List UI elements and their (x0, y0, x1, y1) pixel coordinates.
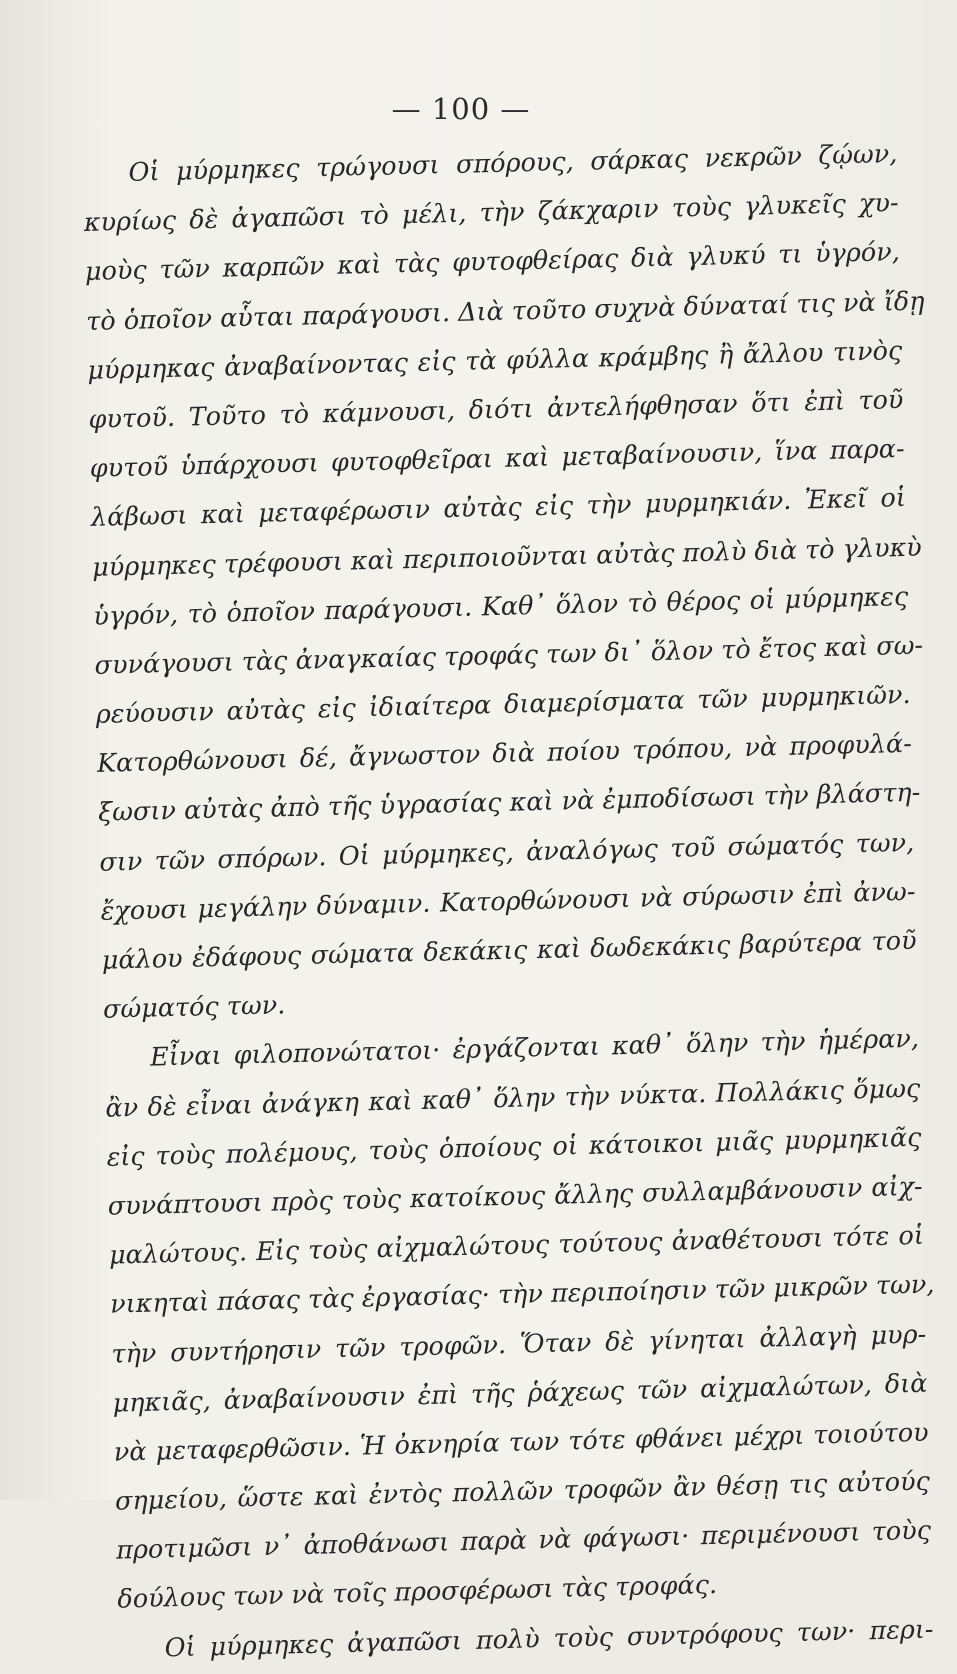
text-line: συνάγουσι τὰς ἀναγκαίας τροφάς των δι᾽ ὅλον τὸ ἔτος καὶ σω- (94, 630, 924, 681)
text-line: κυρίως δὲ ἀγαπῶσι τὸ μέλι, τὴν ζάκχαριν τοὺς γλυκεῖς χυ- (83, 188, 899, 239)
text-line: μοὺς τῶν καρπῶν καὶ τὰς φυτοφθείρας διὰ γλυκύ τι ὑγρόν, (84, 237, 901, 288)
text-line: ἔχουσι μεγάλην δύναμιν. Κατορθώνουσι νὰ σύρωσιν ἐπὶ ἀνω- (100, 876, 916, 927)
text-line: μύρμηκες τρέφουσι καὶ περιποιοῦνται αὐτὰς πολὺ διὰ τὸ γλυκὺ (91, 532, 923, 583)
text-line: νικηταὶ πάσας τὰς ἐργασίας· τὴν περιποίησιν τῶν μικρῶν των, (109, 1269, 935, 1320)
text-line: Εἶναι φιλοπονώτατοι· ἐργάζονται καθ᾽ ὅλην τὴν ἡμέραν, (149, 1024, 920, 1073)
text-line: συνάπτουσι πρὸς τοὺς κατοίκους ἄλλης συλλαμβάνουσιν αἰχ- (107, 1171, 923, 1222)
body-text (82, 130, 934, 1674)
text-line: σημείου, ὥστε καὶ ἐντὸς πολλῶν τροφῶν ἂν θέσῃ τις αὐτούς (114, 1466, 931, 1517)
text-line: μύρμηκας ἀναβαίνοντας εἰς τὰ φύλλα κράμβης ἢ ἄλλου τινὸς (87, 335, 903, 386)
page-number: — 100 — (391, 92, 531, 126)
text-line: λάβωσι καὶ μεταφέρωσιν αὐτὰς εἰς τὴν μυρμηκιάν. Ἐκεῖ οἱ (90, 483, 907, 534)
text-line: μαλώτους. Εἰς τοὺς αἰχμαλώτους τούτους ἀναθέτουσι τότε οἱ (108, 1220, 925, 1271)
text-line: ὑγρόν, τὸ ὁποῖον παράγουσι. Καθ᾽ ὅλον τὸ θέρος οἱ μύρμηκες (93, 581, 909, 632)
text-line: ξωσιν αὐτὰς ἀπὸ τῆς ὑγρασίας καὶ νὰ ἐμποδίσωσι τὴν βλάστη- (97, 778, 921, 829)
text-line: Κατορθώνουσι δέ, ἄγνωστον διὰ ποίου τρόπου, νὰ προφυλά- (96, 729, 913, 780)
text-line: φυτοῦ. Τοῦτο τὸ κάμνουσι, διότι ἀντελήφθησαν ὅτι ἐπὶ τοῦ (88, 384, 904, 435)
text-line: ρεύουσιν αὐτὰς εἰς ἰδιαίτερα διαμερίσματα τῶν μυρμηκιῶν. (95, 679, 911, 730)
text-line: ἂν δὲ εἶναι ἀνάγκη καὶ καθ᾽ ὅλην τὴν νύκτα. Πολλάκις ὅμως (105, 1073, 921, 1124)
text-line: δούλους των νὰ τοῖς προσφέρωσι τὰς τροφάς. (117, 1570, 718, 1615)
text-line: Οἱ μύρμηκες ἀγαπῶσι πολὺ τοὺς συντρόφους των· περι- (164, 1614, 934, 1664)
text-line: τὴν συντήρησιν τῶν τροφῶν. Ὅταν δὲ γίνηται ἀλλαγὴ μυρ- (111, 1319, 927, 1370)
text-line: σώματός των. (102, 990, 286, 1025)
text-line: σιν τῶν σπόρων. Οἱ μύρμηκες, ἀναλόγως τοῦ σώματός των, (99, 827, 915, 878)
text-line: φυτοῦ ὑπάρχουσι φυτοφθεῖραι καὶ μεταβαίνουσιν, ἵνα παρα- (89, 434, 905, 485)
text-line: τὸ ὁποῖον αὗται παράγουσι. Διὰ τοῦτο συχνὰ δύναταί τις νὰ ἴδῃ (85, 286, 925, 337)
text-line: εἰς τοὺς πολέμους, τοὺς ὁποίους οἱ κάτοικοι μιᾶς μυρμηκιᾶς (106, 1122, 922, 1173)
text-line: Οἱ μύρμηκες τρώγουσι σπόρους, σάρκας νεκρῶν ζῴων, (128, 139, 898, 188)
text-line: μηκιᾶς, ἀναβαίνουσιν ἐπὶ τῆς ῥάχεως τῶν αἰχμαλώτων, διὰ (112, 1368, 928, 1419)
text-line: νὰ μεταφερθῶσιν. Ἡ ὀκνηρία των τότε φθάνει μέχρι τοιούτου (113, 1417, 929, 1468)
text-line: μάλου ἐδάφους σώματα δεκάκις καὶ δωδεκάκις βαρύτερα τοῦ (101, 925, 917, 976)
text-line: προτιμῶσι ν᾽ ἀποθάνωσι παρὰ νὰ φάγωσι· περιμένουσι τοὺς (115, 1515, 932, 1566)
